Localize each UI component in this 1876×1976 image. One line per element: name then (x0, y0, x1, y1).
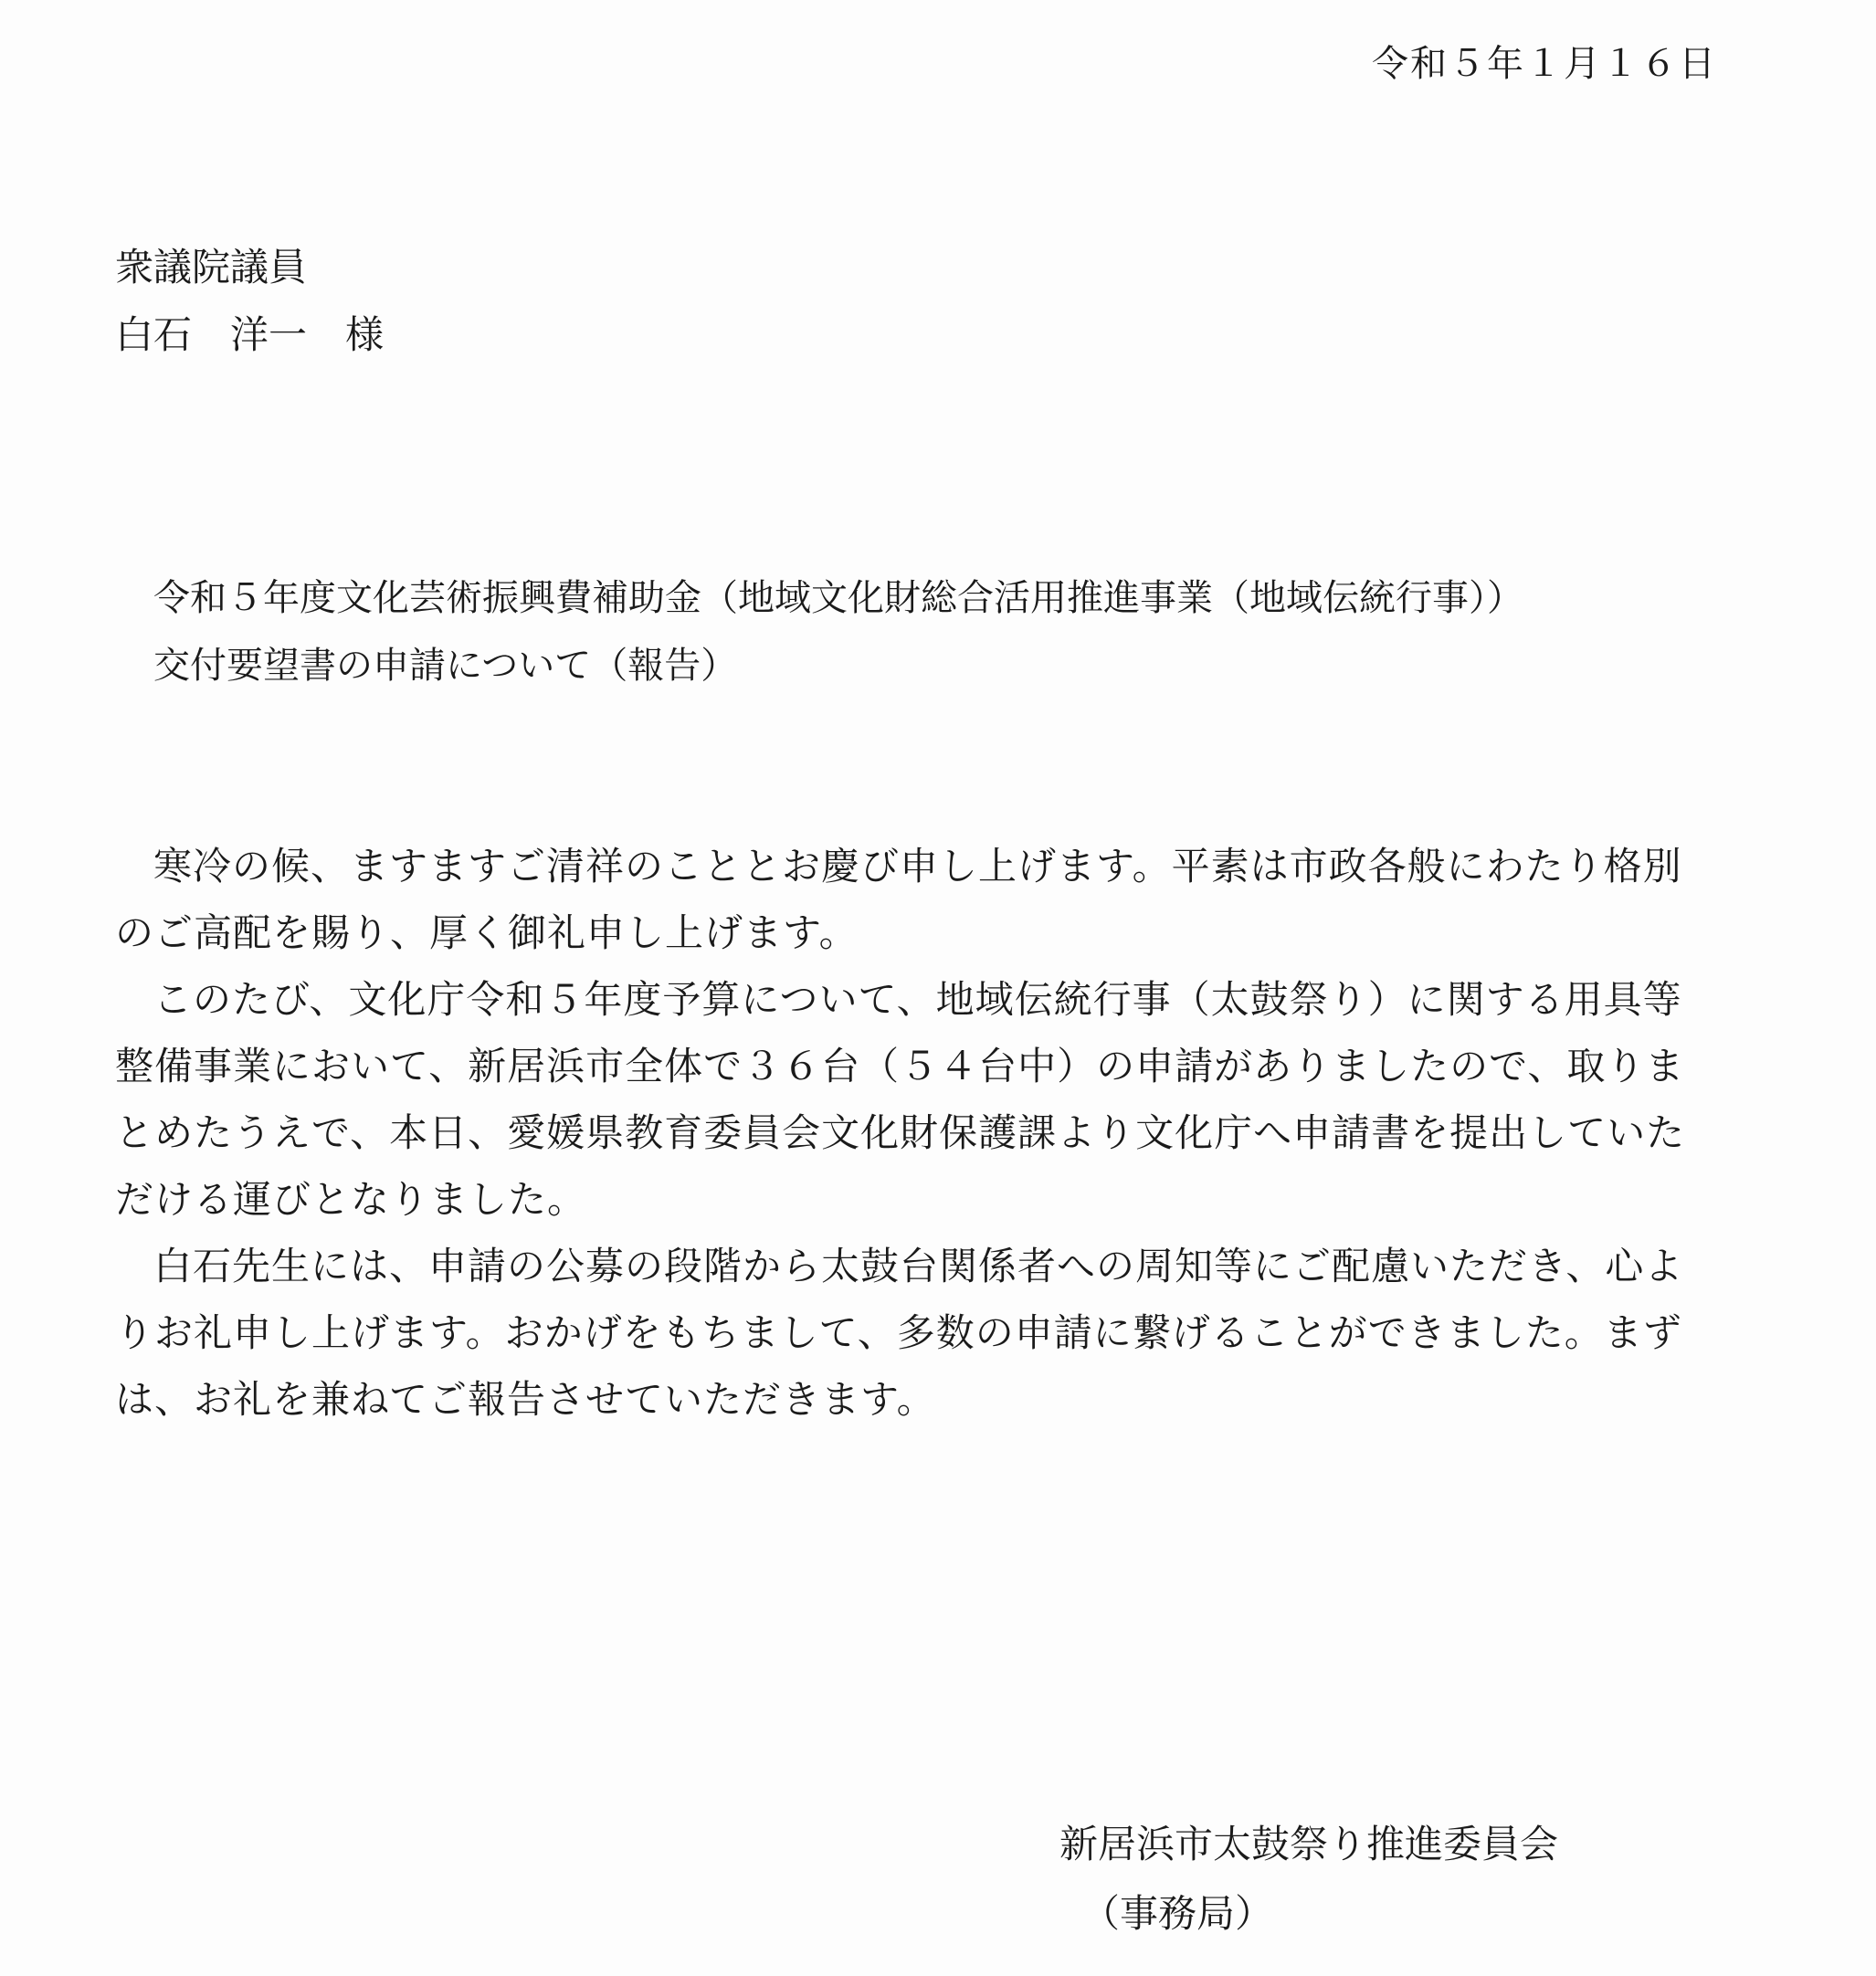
subject-line-1: 令和５年度文化芸術振興費補助金（地域文化財総合活用推進事業（地域伝統行事）） (153, 577, 1523, 619)
subject-line-2: 交付要望書の申請について（報告） (153, 645, 738, 687)
addressee-title: 衆議院議員 (115, 245, 308, 289)
body-paragraph-greeting: 寒冷の候、ますますご清祥のこととお慶び申し上げます。平素は市政各般にわたり格別のご高配を賜り、厚く御礼申し上げます。 (115, 844, 1682, 955)
subject-block (153, 564, 1523, 699)
sender-block (1059, 1810, 1558, 1949)
letter-date: 令和５年１月１６日 (1372, 43, 1717, 85)
sender-organization: 新居浜市太鼓祭り推進委員会 (1059, 1822, 1559, 1866)
sender-office: （事務局） (1081, 1891, 1274, 1936)
body-paragraph-thanks: 白石先生には、申請の公募の段階から太鼓台関係者への周知等にご配慮いただき、心よりお礼申し上げます。おかげをもちまして、多数の申請に繋げることができました。まずは、お礼を兼ねてご報告させていただきます。 (115, 1244, 1684, 1422)
letter-body (115, 833, 1712, 1433)
addressee-block (115, 234, 384, 369)
body-paragraph-report: このたび、文化庁令和５年度予算について、地域伝統行事（太鼓祭り）に関する用具等整備事業において、新居浜市全体で３６台（５４台中）の申請がありましたので、取りまとめたうえで、本日、愛媛県教育委員会文化財保護課より文化庁へ申請書を提出していただける運びとなりました。 (115, 977, 1686, 1222)
addressee-name: 白石 洋一 様 (115, 312, 385, 357)
